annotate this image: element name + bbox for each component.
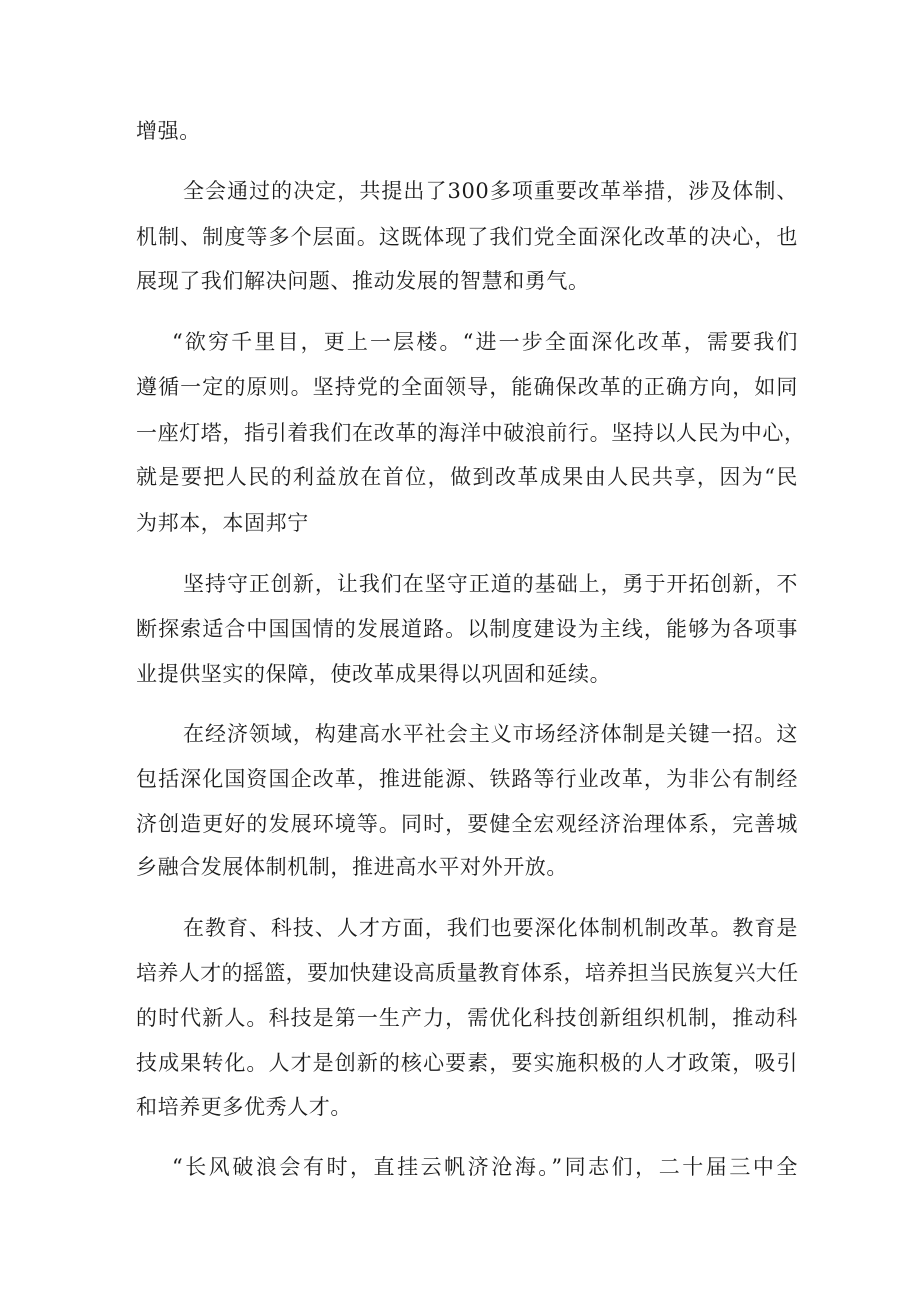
paragraph-line <box>0 913 920 943</box>
paragraph-line <box>0 462 920 492</box>
line-text: 在经济领域，构建高水平社会主义市场经济体制是关键一招。这 <box>183 722 798 746</box>
line-text: 济创造更好的发展环境等。同时，要健全宏观经济治理体系，完善城 <box>136 812 798 836</box>
paragraph-line <box>0 418 920 448</box>
paragraph-line <box>0 764 920 794</box>
paragraph-line <box>0 719 920 749</box>
paragraph-line <box>0 569 920 599</box>
paragraph-line <box>0 222 920 252</box>
paragraph-line <box>0 1152 920 1182</box>
line-text: “欲穷千里目，更上一层楼。“进一步全面深化改革，需要我们 <box>172 330 798 354</box>
paragraph-line <box>0 614 920 644</box>
line-text: 全会通过的决定，共提出了300多项重要改革举措，涉及体制、 <box>183 179 798 203</box>
line-text: 就是要把人民的利益放在首位，做到改革成果由人民共享，因为“民 <box>136 465 798 489</box>
paragraph-line <box>0 659 920 689</box>
paragraph-line <box>0 176 920 206</box>
paragraph-line <box>0 809 920 839</box>
line-text: 的时代新人。科技是第一生产力，需优化科技创新组织机制，推动科 <box>136 1006 798 1030</box>
line-text: 乡融合发展体制机制，推进高水平对外开放。 <box>136 855 568 879</box>
line-text: 培养人才的摇篮，要加快建设高质量教育体系，培养担当民族复兴大任 <box>136 961 798 985</box>
paragraph-line <box>0 508 920 538</box>
line-text: 在教育、科技、人才方面，我们也要深化体制机制改革。教育是 <box>183 916 798 940</box>
line-text: 为邦本，本固邦宁 <box>136 511 309 535</box>
line-text: 坚持守正创新，让我们在坚守正道的基础上，勇于开拓创新，不 <box>183 572 798 596</box>
paragraph-line <box>0 1048 920 1078</box>
line-text: 和培养更多优秀人才。 <box>136 1095 352 1119</box>
paragraph-line <box>0 372 920 402</box>
line-text: 遵循一定的原则。坚持党的全面领导，能确保改革的正确方向，如同 <box>136 375 798 399</box>
paragraph-line <box>0 116 920 146</box>
paragraph-line <box>0 327 920 357</box>
line-text: 增强。 <box>136 119 201 143</box>
paragraph-line <box>0 958 920 988</box>
line-text: 业提供坚实的保障，使改革成果得以巩固和延续。 <box>136 662 612 686</box>
line-text: 包括深化国资国企改革，推进能源、铁路等行业改革，为非公有制经 <box>136 767 798 791</box>
line-text: 机制、制度等多个层面。这既体现了我们党全面深化改革的决心，也 <box>136 225 798 249</box>
line-text: 一座灯塔，指引着我们在改革的海洋中破浪前行。坚持以人民为中心， <box>136 421 806 445</box>
paragraph-line <box>0 1092 920 1122</box>
paragraph-line <box>0 852 920 882</box>
paragraph-line <box>0 1003 920 1033</box>
line-text: “长风破浪会有时，直挂云帆济沧海。”同志们，二十届三中全 <box>172 1155 798 1179</box>
line-text: 技成果转化。人才是创新的核心要素，要实施积极的人才政策，吸引 <box>136 1051 798 1075</box>
line-text: 展现了我们解决问题、推动发展的智慧和勇气。 <box>136 269 590 293</box>
line-text: 断探索适合中国国情的发展道路。以制度建设为主线，能够为各项事 <box>136 617 798 641</box>
paragraph-line <box>0 266 920 296</box>
